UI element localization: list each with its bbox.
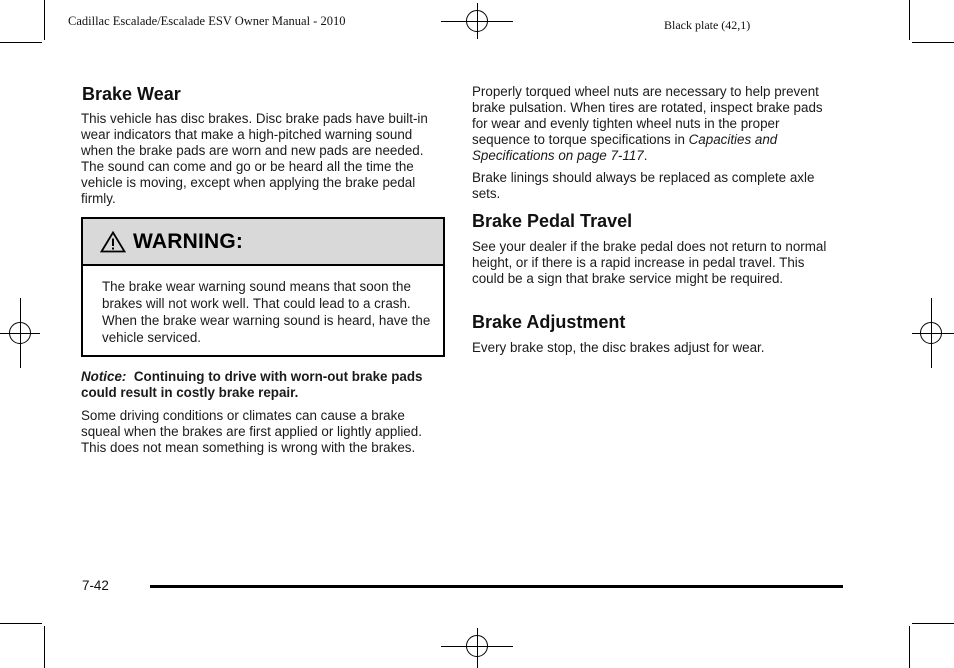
brake-wear-paragraph: This vehicle has disc brakes. Disc brake pads have built-in wear indicators that make a high-pitched warning sound when the brake pads are worn and new pads are needed. The sound can come and go or be heard all the time the vehicle is moving, except when applying the brake pedal firmly. bbox=[81, 111, 428, 207]
registration-target-icon bbox=[466, 635, 488, 657]
plate-label: Black plate (42,1) bbox=[664, 18, 751, 32]
crop-mark bbox=[912, 623, 954, 624]
brake-pedal-travel-heading: Brake Pedal Travel bbox=[472, 211, 633, 231]
crop-mark bbox=[912, 42, 954, 43]
wheel-nuts-end: . bbox=[643, 148, 648, 164]
brake-adjustment-heading: Brake Adjustment bbox=[472, 312, 626, 332]
crop-mark bbox=[909, 0, 910, 40]
page-number: 7-42 bbox=[82, 578, 109, 593]
brake-linings-paragraph: Brake linings should always be replaced as complete axle sets. bbox=[472, 170, 815, 202]
crop-mark bbox=[0, 42, 42, 43]
footer-rule bbox=[150, 585, 843, 588]
warning-box bbox=[81, 217, 445, 357]
notice-paragraph bbox=[81, 369, 445, 401]
notice-label: Notice: bbox=[81, 369, 127, 384]
notice-text: Continuing to drive with worn-out brake pads could result in costly brake repair. bbox=[81, 369, 423, 401]
warning-text: The brake wear warning sound means that soon the brakes will not work well. That could lead to a crash. When the brake wear warning sound is heard, have the vehicle serviced. bbox=[102, 279, 431, 345]
registration-target-icon bbox=[9, 322, 31, 344]
wheel-nuts-text: Properly torqued wheel nuts are necessary to help prevent brake pulsation. When tires are rotated, inspect brake pads for wear and evenly tighten wheel nuts in the proper sequence to torque specifications in bbox=[472, 84, 823, 148]
brake-pedal-travel-paragraph: See your dealer if the brake pedal does not return to normal height, or if there is a rapid increase in pedal travel. This could be a sign that brake service might be required. bbox=[472, 239, 827, 287]
brake-squeal-paragraph: Some driving conditions or climates can cause a brake squeal when the brakes are first applied or lightly applied. This does not mean something is wrong with the brakes. bbox=[81, 408, 422, 456]
brake-adjustment-paragraph: Every brake stop, the disc brakes adjust for wear. bbox=[472, 340, 765, 355]
brake-wear-heading: Brake Wear bbox=[82, 84, 181, 104]
crop-mark bbox=[0, 623, 42, 624]
registration-target-icon bbox=[920, 322, 942, 344]
capacities-reference-link[interactable]: Capacities and Specifications on page 7‑117 bbox=[472, 132, 778, 164]
crop-mark bbox=[44, 626, 45, 668]
registration-target-icon bbox=[466, 10, 488, 32]
crop-mark bbox=[44, 0, 45, 40]
wheel-nuts-paragraph bbox=[472, 84, 840, 164]
warning-header bbox=[83, 219, 443, 266]
warning-title: WARNING: bbox=[133, 230, 244, 253]
crop-mark bbox=[909, 626, 910, 668]
manual-title: Cadillac Escalade/Escalade ESV Owner Manual - 2010 bbox=[68, 14, 346, 28]
warning-triangle-icon bbox=[100, 231, 126, 253]
